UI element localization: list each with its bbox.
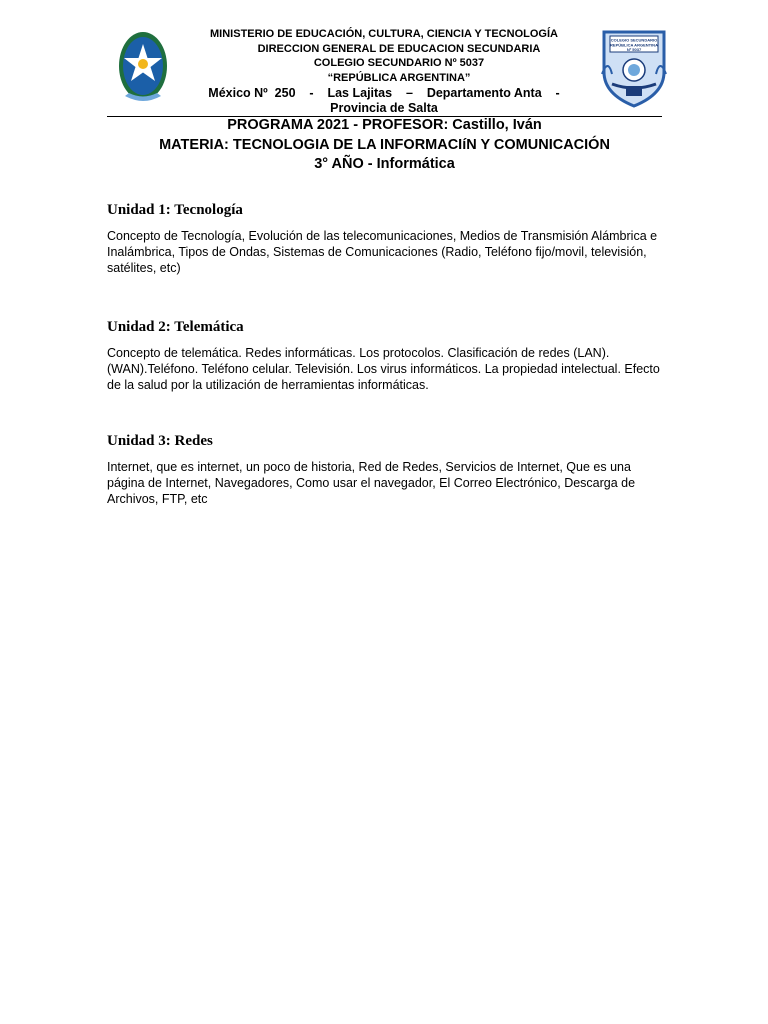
shield-text-line1: COLEGIO SECUNDARIO	[610, 37, 658, 43]
course-title: 3° AÑO - Informática	[314, 156, 455, 172]
shield-text-line2: REPÚBLICA ARGENTINA	[610, 42, 658, 48]
header-province: Provincia de Salta	[330, 101, 438, 115]
school-shield-icon	[598, 28, 670, 108]
header-address: México Nº 250 - Las Lajitas – Departamento Anta -	[208, 86, 560, 100]
program-title: PROGRAMA 2021 - PROFESOR: Castillo, Iván	[227, 117, 542, 133]
header-direction: DIRECCION GENERAL DE EDUCACION SECUNDARIA	[257, 42, 541, 55]
subject-title: MATERIA: TECNOLOGIA DE LA INFORMACIíN Y COMUNICACIÓN	[159, 136, 610, 153]
salta-province-emblem-icon	[117, 30, 169, 106]
header-school-name: “REPÚBLICA ARGENTINA”	[327, 71, 471, 84]
unit-3-body: Internet, que es internet, un poco de historia, Red de Redes, Servicios de Internet, Que es una página de Internet, Navegadores, Como usar el navegador, El Correo Electrónico, Descarga de Archivos, FTP, etc	[107, 460, 636, 507]
shield-text-line3: Nº 5037	[626, 47, 642, 52]
unit-1-body: Concepto de Tecnología, Evolución de las telecomunicaciones, Medios de Transmisión Alámbrica e Inalámbrica, Tipos de Ondas, Sistemas de Comunicaciones (Radio, Teléfono fijo/movil, televisión, satélites, etc)	[107, 229, 658, 276]
institution-header	[170, 27, 598, 115]
unit-1-heading: Unidad 1: Tecnología	[107, 202, 243, 218]
unit-2-body: Concepto de telemática. Redes informáticas. Los protocolos. Clasificación de redes (LAN). (WAN).Teléfono. Teléfono celular. Televisión. Los virus informáticos. La propiedad intelectual. Efecto de la salud por la utilización de herramientas informáticas.	[107, 346, 660, 393]
header-ministry: MINISTERIO DE EDUCACIÓN, CULTURA, CIENCIA Y TECNOLOGÍA	[210, 28, 558, 40]
unit-3-heading: Unidad 3: Redes	[107, 433, 213, 449]
header-school: COLEGIO SECUNDARIO Nº 5037	[313, 57, 485, 69]
unit-2-heading: Unidad 2: Telemática	[107, 319, 244, 335]
program-titles	[107, 116, 662, 175]
